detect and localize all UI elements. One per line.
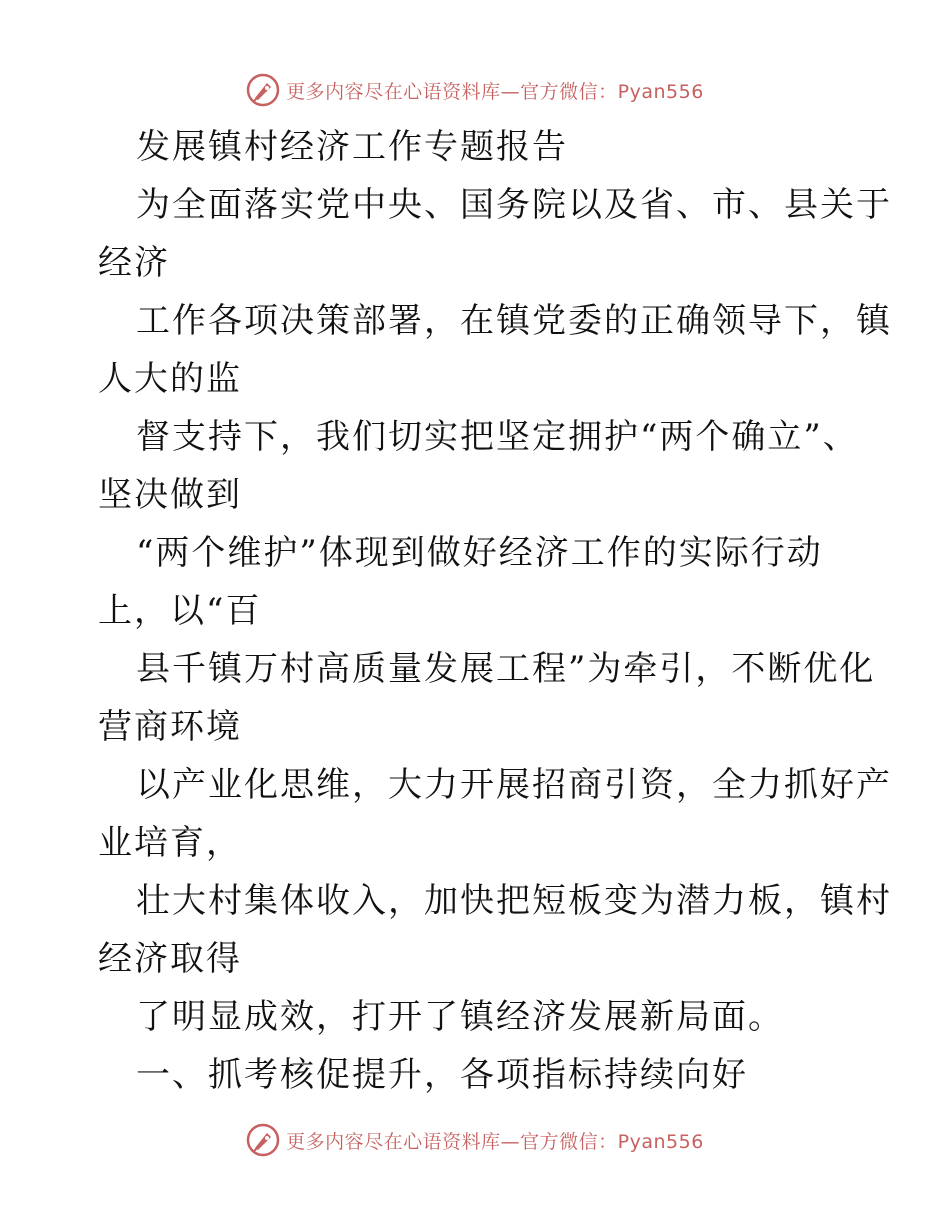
paragraph-line: 人大的监 — [98, 359, 242, 399]
pen-nib-logo-icon — [246, 73, 280, 107]
watermark-text: 更多内容尽在心语资料库—官方微信：Pyan556 — [286, 1130, 704, 1153]
watermark-header — [0, 70, 950, 110]
paragraph-line: 经济 — [98, 243, 170, 283]
paragraph-line: 一、抓考核促提升，各项指标持续向好 — [136, 1055, 748, 1095]
paragraph-line: 县千镇万村高质量发展工程”为牵引，不断优化 — [136, 649, 876, 689]
paragraph-line: 经济取得 — [98, 939, 242, 979]
paragraph-line: 上，以“百 — [98, 591, 262, 631]
watermark-footer — [0, 1120, 950, 1160]
paragraph-line: 工作各项决策部署，在镇党委的正确领导下，镇 — [136, 301, 892, 341]
pen-nib-logo-icon — [246, 1123, 280, 1157]
document-body — [98, 118, 892, 1104]
paragraph-line: 以产业化思维，大力开展招商引资，全力抓好产 — [136, 765, 892, 805]
paragraph-line: 业培育， — [98, 823, 242, 863]
paragraph-line: 坚决做到 — [98, 475, 242, 515]
paragraph-line: 为全面落实党中央、国务院以及省、市、县关于 — [136, 185, 892, 225]
watermark-group — [246, 1123, 704, 1157]
paragraph-line: “两个维护”体现到做好经济工作的实际行动 — [136, 533, 823, 573]
paragraph-line: 发展镇村经济工作专题报告 — [136, 127, 568, 167]
paragraph-line: 了明显成效，打开了镇经济发展新局面。 — [136, 997, 784, 1037]
watermark-group — [246, 73, 704, 107]
paragraph-line: 壮大村集体收入，加快把短板变为潜力板，镇村 — [136, 881, 892, 921]
watermark-text: 更多内容尽在心语资料库—官方微信：Pyan556 — [286, 80, 704, 103]
paragraph-line: 督支持下，我们切实把坚定拥护“两个确立”、 — [136, 417, 859, 457]
paragraph-line: 营商环境 — [98, 707, 242, 747]
